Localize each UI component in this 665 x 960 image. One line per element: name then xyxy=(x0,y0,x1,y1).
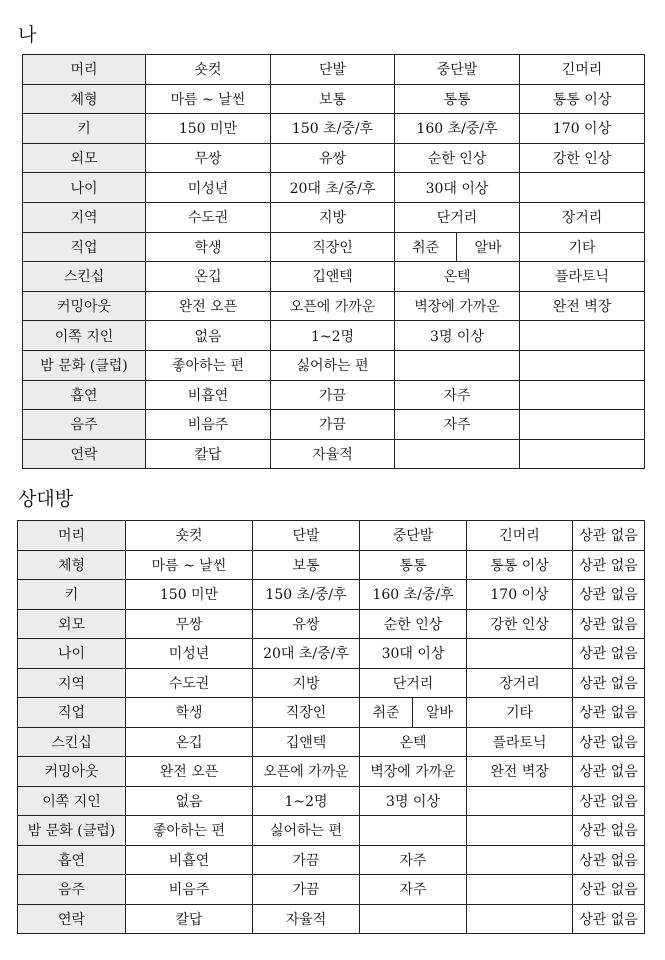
option-cell: 3명 이상 xyxy=(395,321,520,351)
table-row xyxy=(23,380,645,410)
row-label: 스킨십 xyxy=(23,262,146,292)
table-row xyxy=(18,639,645,669)
row-label: 나이 xyxy=(23,173,146,203)
option-cell: 30대 이상 xyxy=(395,173,520,203)
table-row xyxy=(18,698,645,728)
table-row xyxy=(18,580,645,610)
option-cell: 보통 xyxy=(271,84,395,114)
option-cell: 플라토닉 xyxy=(467,727,573,757)
row-label: 커밍아웃 xyxy=(23,291,146,321)
option-cell: 기타 xyxy=(467,698,573,728)
option-cell: 장거리 xyxy=(467,668,573,698)
my-profile-table xyxy=(22,54,645,469)
row-label: 나이 xyxy=(18,639,126,669)
option-cell: 보통 xyxy=(253,550,360,580)
option-cell: 온깁 xyxy=(126,727,253,757)
table-row xyxy=(23,321,645,351)
row-label: 이쪽 지인 xyxy=(18,786,126,816)
option-cell: 없음 xyxy=(126,786,253,816)
option-cell: 온깁 xyxy=(146,262,271,292)
option-cell: 중단발 xyxy=(395,55,520,85)
option-cell: 자주 xyxy=(395,380,520,410)
table-row xyxy=(23,439,645,469)
option-cell: 완전 벽장 xyxy=(520,291,645,321)
option-cell: 비음주 xyxy=(126,875,253,905)
table-row xyxy=(23,291,645,321)
option-cell: 중단발 xyxy=(360,521,467,551)
partner-preference-table xyxy=(17,520,645,934)
option-cell: 학생 xyxy=(146,232,271,262)
option-cell: 상관 없음 xyxy=(573,698,645,728)
option-cell: 마름 ~ 날씬 xyxy=(146,84,271,114)
table-row xyxy=(18,786,645,816)
option-cell: 통통 이상 xyxy=(467,550,573,580)
option-cell: 비음주 xyxy=(146,410,271,440)
table-row xyxy=(23,350,645,380)
option-cell: 온텍 xyxy=(395,262,520,292)
option-cell: 순한 인상 xyxy=(360,609,467,639)
option-part: 취준 xyxy=(395,233,457,262)
empty-cell xyxy=(520,173,645,203)
option-cell: 없음 xyxy=(146,321,271,351)
table-row xyxy=(18,609,645,639)
option-cell: 150 초/중/후 xyxy=(271,114,395,144)
empty-cell xyxy=(467,816,573,846)
option-cell: 상관 없음 xyxy=(573,816,645,846)
option-cell: 오픈에 가까운 xyxy=(271,291,395,321)
option-cell: 오픈에 가까운 xyxy=(253,757,360,787)
row-label: 외모 xyxy=(23,143,146,173)
option-cell: 숏컷 xyxy=(126,521,253,551)
table-row xyxy=(18,521,645,551)
option-cell: 150 미만 xyxy=(126,580,253,610)
table-row xyxy=(18,668,645,698)
option-cell: 가끔 xyxy=(253,875,360,905)
option-cell: 자주 xyxy=(395,410,520,440)
row-label: 직업 xyxy=(18,698,126,728)
option-cell: 싫어하는 편 xyxy=(271,350,395,380)
option-cell: 무쌍 xyxy=(126,609,253,639)
table-row xyxy=(23,143,645,173)
option-cell: 자율적 xyxy=(271,439,395,469)
row-label: 밤 문화 (클럽) xyxy=(18,816,126,846)
table-row xyxy=(18,875,645,905)
option-cell: 150 초/중/후 xyxy=(253,580,360,610)
row-label: 직업 xyxy=(23,232,146,262)
option-cell: 가끔 xyxy=(253,845,360,875)
row-label: 체형 xyxy=(18,550,126,580)
empty-cell xyxy=(467,639,573,669)
option-cell: 상관 없음 xyxy=(573,727,645,757)
option-cell: 벽장에 가까운 xyxy=(395,291,520,321)
option-cell: 직장인 xyxy=(253,698,360,728)
table-row xyxy=(23,262,645,292)
option-cell: 상관 없음 xyxy=(573,786,645,816)
option-cell: 장거리 xyxy=(520,202,645,232)
option-cell: 비흡연 xyxy=(126,845,253,875)
empty-cell xyxy=(520,380,645,410)
option-cell: 단거리 xyxy=(360,668,467,698)
option-cell: 통통 xyxy=(360,550,467,580)
option-cell: 상관 없음 xyxy=(573,668,645,698)
option-cell: 순한 인상 xyxy=(395,143,520,173)
option-cell: 상관 없음 xyxy=(573,757,645,787)
table-row xyxy=(23,173,645,203)
table-row xyxy=(23,232,645,262)
option-cell: 지방 xyxy=(253,668,360,698)
option-cell: 가끔 xyxy=(271,380,395,410)
option-part: 알바 xyxy=(474,239,502,256)
row-label: 이쪽 지인 xyxy=(23,321,146,351)
row-label: 지역 xyxy=(18,668,126,698)
row-label: 머리 xyxy=(23,55,146,85)
table-row xyxy=(18,904,645,934)
option-cell: 온텍 xyxy=(360,727,467,757)
table-row xyxy=(23,55,645,85)
option-cell: 20대 초/중/후 xyxy=(271,173,395,203)
row-label: 키 xyxy=(23,114,146,144)
row-label: 체형 xyxy=(23,84,146,114)
option-cell: 칼답 xyxy=(126,904,253,934)
option-cell: 좋아하는 편 xyxy=(146,350,271,380)
option-cell: 미성년 xyxy=(146,173,271,203)
table-row xyxy=(18,816,645,846)
option-cell: 강한 인상 xyxy=(467,609,573,639)
empty-cell xyxy=(467,904,573,934)
option-cell: 완전 오픈 xyxy=(126,757,253,787)
empty-cell xyxy=(360,904,467,934)
option-cell: 단발 xyxy=(253,521,360,551)
option-cell: 170 이상 xyxy=(467,580,573,610)
row-label: 흡연 xyxy=(18,845,126,875)
option-cell: 학생 xyxy=(126,698,253,728)
row-label: 머리 xyxy=(18,521,126,551)
empty-cell xyxy=(520,439,645,469)
option-cell: 벽장에 가까운 xyxy=(360,757,467,787)
option-cell: 직장인 xyxy=(271,232,395,262)
empty-cell xyxy=(395,350,520,380)
option-cell: 비흡연 xyxy=(146,380,271,410)
option-cell: 강한 인상 xyxy=(520,143,645,173)
my-section-heading: 나 xyxy=(18,24,37,46)
option-cell: 단거리 xyxy=(395,202,520,232)
empty-cell xyxy=(467,845,573,875)
table-row xyxy=(23,84,645,114)
option-cell: 플라토닉 xyxy=(520,262,645,292)
option-cell: 숏컷 xyxy=(146,55,271,85)
option-cell: 유쌍 xyxy=(271,143,395,173)
row-label: 흡연 xyxy=(23,380,146,410)
table-row xyxy=(18,550,645,580)
option-cell: 수도권 xyxy=(146,202,271,232)
option-cell: 3명 이상 xyxy=(360,786,467,816)
row-label: 스킨십 xyxy=(18,727,126,757)
option-cell: 좋아하는 편 xyxy=(126,816,253,846)
empty-cell xyxy=(360,816,467,846)
my-profile-table-body xyxy=(23,55,645,469)
option-cell: 완전 벽장 xyxy=(467,757,573,787)
row-label: 연락 xyxy=(23,439,146,469)
split-option-cell xyxy=(395,232,520,262)
option-cell: 긴머리 xyxy=(520,55,645,85)
option-cell: 통통 xyxy=(395,84,520,114)
row-label: 커밍아웃 xyxy=(18,757,126,787)
option-cell: 유쌍 xyxy=(253,609,360,639)
option-part: 알바 xyxy=(425,705,454,722)
empty-cell xyxy=(395,439,520,469)
option-cell: 마름 ~ 날씬 xyxy=(126,550,253,580)
row-label: 지역 xyxy=(23,202,146,232)
table-row xyxy=(23,410,645,440)
option-cell: 1~2명 xyxy=(271,321,395,351)
option-cell: 170 이상 xyxy=(520,114,645,144)
partner-section-heading: 상대방 xyxy=(18,488,74,510)
option-cell: 상관 없음 xyxy=(573,845,645,875)
option-cell: 상관 없음 xyxy=(573,550,645,580)
option-cell: 자주 xyxy=(360,875,467,905)
row-label: 음주 xyxy=(23,410,146,440)
option-cell: 깁앤텍 xyxy=(253,727,360,757)
option-cell: 상관 없음 xyxy=(573,904,645,934)
empty-cell xyxy=(467,786,573,816)
split-option-cell xyxy=(360,698,467,728)
option-cell: 160 초/중/후 xyxy=(360,580,467,610)
option-cell: 160 초/중/후 xyxy=(395,114,520,144)
option-cell: 통통 이상 xyxy=(520,84,645,114)
option-cell: 깁앤텍 xyxy=(271,262,395,292)
table-row xyxy=(23,114,645,144)
option-cell: 상관 없음 xyxy=(573,521,645,551)
option-cell: 칼답 xyxy=(146,439,271,469)
option-cell: 기타 xyxy=(520,232,645,262)
option-cell: 가끔 xyxy=(271,410,395,440)
partner-preference-table-body xyxy=(18,521,645,934)
row-label: 연락 xyxy=(18,904,126,934)
row-label: 키 xyxy=(18,580,126,610)
option-cell: 150 미만 xyxy=(146,114,271,144)
empty-cell xyxy=(520,410,645,440)
option-cell: 상관 없음 xyxy=(573,609,645,639)
row-label: 외모 xyxy=(18,609,126,639)
option-cell: 무쌍 xyxy=(146,143,271,173)
option-cell: 자율적 xyxy=(253,904,360,934)
table-row xyxy=(18,757,645,787)
table-row xyxy=(18,727,645,757)
empty-cell xyxy=(467,875,573,905)
option-cell: 단발 xyxy=(271,55,395,85)
option-cell: 자주 xyxy=(360,845,467,875)
option-cell: 30대 이상 xyxy=(360,639,467,669)
empty-cell xyxy=(520,321,645,351)
table-row xyxy=(23,202,645,232)
empty-cell xyxy=(520,350,645,380)
option-cell: 싫어하는 편 xyxy=(253,816,360,846)
option-cell: 상관 없음 xyxy=(573,639,645,669)
row-label: 밤 문화 (클럽) xyxy=(23,350,146,380)
option-cell: 미성년 xyxy=(126,639,253,669)
row-label: 음주 xyxy=(18,875,126,905)
table-row xyxy=(18,845,645,875)
option-cell: 상관 없음 xyxy=(573,580,645,610)
option-part: 취준 xyxy=(360,698,413,727)
option-cell: 20대 초/중/후 xyxy=(253,639,360,669)
option-cell: 1~2명 xyxy=(253,786,360,816)
option-cell: 지방 xyxy=(271,202,395,232)
option-cell: 수도권 xyxy=(126,668,253,698)
option-cell: 완전 오픈 xyxy=(146,291,271,321)
option-cell: 상관 없음 xyxy=(573,875,645,905)
option-cell: 긴머리 xyxy=(467,521,573,551)
